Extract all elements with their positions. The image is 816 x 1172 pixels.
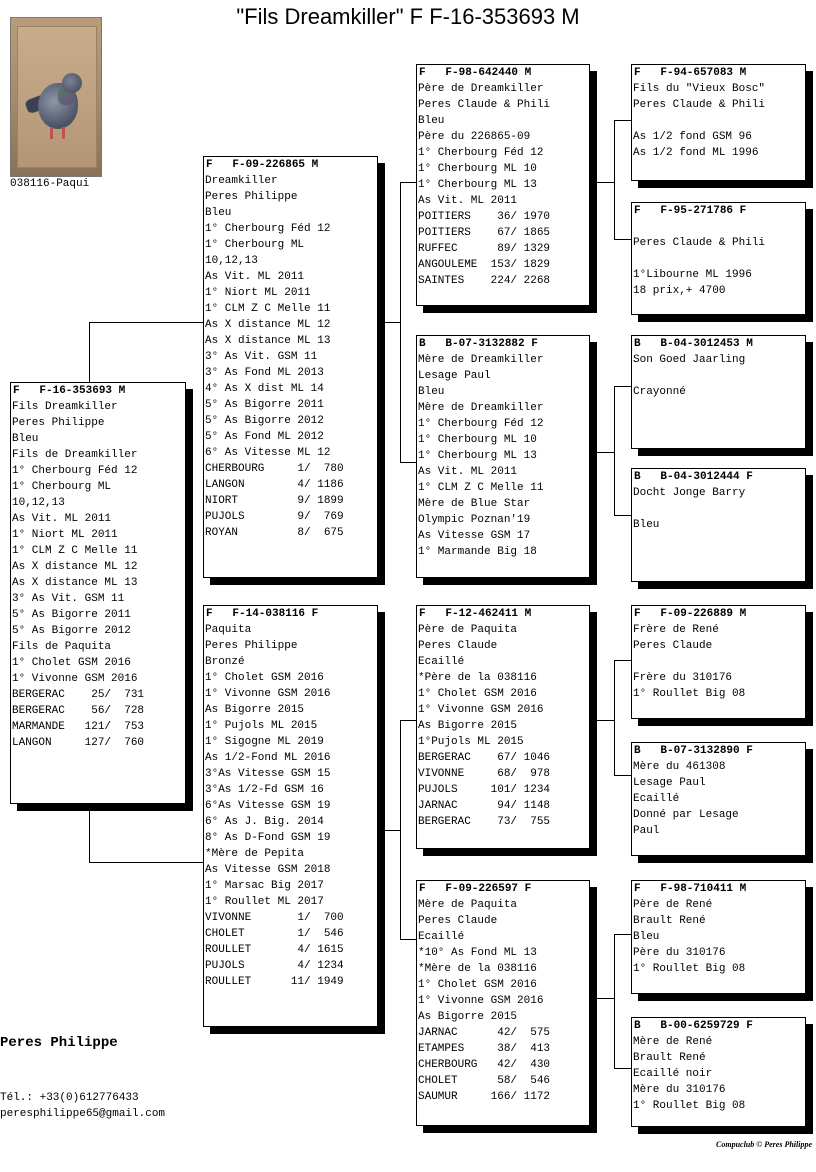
pedigree-card-dam-dam-dam [631,1017,806,1127]
connector-line [89,322,205,323]
card-line: 1° CLM Z C Melle 11 [205,303,331,315]
card-line: *Mère de la 038116 [418,963,537,975]
card-line: As Vitesse GSM 17 [418,530,531,542]
card-line: Peres Philippe [12,417,105,429]
page-title: "Fils Dreamkiller" F F-16-353693 M [236,4,580,29]
pedigree-card-sire-sire-dam [631,202,806,315]
card-line: 1°Pujols ML 2015 [418,736,524,748]
connector-line [588,452,615,453]
card-header: F F-16-353693 M [13,385,126,397]
card-line: CHOLET 1/ 546 [205,928,344,940]
card-line: ETAMPES 38/ 413 [418,1043,551,1055]
card-line: Fils de Paquita [12,641,112,653]
card-line: Mère de Paquita [418,899,518,911]
connector-line [614,660,615,776]
connector-line [588,998,615,999]
card-line: 1° Cholet GSM 2016 [418,688,537,700]
card-line: CHOLET 58/ 546 [418,1075,551,1087]
card-line: PUJOLS 4/ 1234 [205,960,344,972]
card-line: As X distance ML 12 [12,561,138,573]
connector-line [588,720,615,721]
card-header: B B-07-3132890 F [634,745,753,757]
card-line: As Bigorre 2015 [418,720,518,732]
card-line [632,113,805,129]
card-line: VIVONNE 1/ 700 [205,912,344,924]
card-line [632,654,805,670]
pigeon-photo [10,17,102,177]
card-line: 1° Vivonne GSM 2016 [418,995,544,1007]
card-line: 5° As Bigorre 2011 [12,609,131,621]
card-line: Ecaillé [633,793,680,805]
connector-line [89,809,90,863]
card-line: 1° CLM Z C Melle 11 [418,482,544,494]
card-line: Bronzé [205,656,245,668]
card-line: POITIERS 36/ 1970 [418,211,551,223]
card-line: 5° As Fond ML 2012 [205,431,324,443]
card-line: Fils de Dreamkiller [12,449,138,461]
card-line: 1° Cherbourg Féd 12 [418,147,544,159]
card-line: 3°As 1/2-Fd GSM 16 [205,784,324,796]
card-line: POITIERS 67/ 1865 [418,227,551,239]
card-line: Fils Dreamkiller [12,401,118,413]
card-line: As Vit. ML 2011 [205,271,305,283]
card-header: F F-14-038116 F [206,608,319,620]
card-line: 10,12,13 [205,255,258,267]
card-line: Père de Paquita [418,624,518,636]
card-line: 5° As Bigorre 2012 [12,625,131,637]
card-line: As Vit. ML 2011 [12,513,112,525]
card-line: 6° As J. Big. 2014 [205,816,324,828]
card-line: Peres Claude & Phili [633,99,766,111]
card-line: CHERBOURG 1/ 780 [205,463,344,475]
pedigree-card-dam [203,605,378,1027]
pedigree-card-dam-sire [416,605,590,849]
card-line: Mère du 461308 [633,761,726,773]
card-line: 5° As Bigorre 2011 [205,399,324,411]
card-header: B B-04-3012444 F [634,471,753,483]
pedigree-card-sire-dam-sire [631,335,806,449]
pedigree-card-dam-dam-sire [631,880,806,994]
card-line: 1° Roullet Big 08 [633,963,746,975]
card-line: 1° Sigogne ML 2019 [205,736,324,748]
card-line: 1°Libourne ML 1996 [633,269,752,281]
card-line: As Vitesse GSM 2018 [205,864,331,876]
card-line: PUJOLS 9/ 769 [205,511,344,523]
card-line: Ecaillé [418,656,465,668]
connector-line [614,934,632,935]
card-line: ANGOULEME 153/ 1829 [418,259,551,271]
card-line: 1° Roullet ML 2017 [205,896,324,908]
card-line: 1° Marmande Big 18 [418,546,537,558]
card-line: 10,12,13 [12,497,65,509]
card-line: BERGERAC 67/ 1046 [418,752,551,764]
card-line: 3°As Vitesse GSM 15 [205,768,331,780]
card-line: 1° Cholet GSM 2016 [205,672,324,684]
card-line: 1° Vivonne GSM 2016 [418,704,544,716]
card-header: F F-98-710411 M [634,883,747,895]
card-line: SAUMUR 166/ 1172 [418,1091,551,1103]
connector-line [376,322,401,323]
pedigree-card-sire [203,156,378,578]
card-header: F F-94-657083 M [634,67,747,79]
connector-line [376,830,401,831]
card-line: JARNAC 94/ 1148 [418,800,551,812]
connector-line [614,120,615,240]
connector-line [400,720,417,721]
card-line: 1° Cherbourg ML [205,239,305,251]
card-line: PUJOLS 101/ 1234 [418,784,551,796]
connector-line [400,720,401,940]
card-line: Dreamkiller [205,175,278,187]
card-line: CHERBOURG 42/ 430 [418,1059,551,1071]
card-line: Peres Claude [418,640,498,652]
card-line: 1° CLM Z C Melle 11 [12,545,138,557]
card-line: Mère de René [633,1036,713,1048]
card-line: BERGERAC 56/ 728 [12,705,145,717]
card-line: Bleu [12,433,39,445]
card-line: Docht Jonge Barry [633,487,746,499]
card-line: Bleu [633,519,660,531]
connector-line [400,939,417,940]
owner-email[interactable]: peresphilippe65@gmail.com [0,1108,166,1120]
card-line: 1° Cholet GSM 2016 [418,979,537,991]
card-line: 1° Cherbourg ML 10 [418,434,537,446]
card-line: Bleu [205,207,232,219]
card-line: VIVONNE 68/ 978 [418,768,551,780]
card-line: Paquita [205,624,252,636]
footer-credit: Compuclub © Peres Philippe [716,1140,812,1149]
connector-line [588,182,615,183]
connector-line [614,775,632,776]
card-line: Peres Claude [633,640,713,652]
card-line: As Vit. ML 2011 [418,466,518,478]
card-line: 1° Vivonne GSM 2016 [205,688,331,700]
card-header: B B-00-6259729 F [634,1020,753,1032]
card-line: 18 prix,+ 4700 [633,285,726,297]
card-line: As Vit. ML 2011 [418,195,518,207]
card-line: ROULLET 11/ 1949 [205,976,344,988]
card-line: 1° Cherbourg ML 13 [418,179,537,191]
card-line [632,368,805,384]
connector-line [400,462,417,463]
card-line: BERGERAC 25/ 731 [12,689,145,701]
card-line: Son Goed Jaarling [633,354,746,366]
card-line: As X distance ML 13 [12,577,138,589]
card-line: Donné par Lesage [633,809,739,821]
card-line: Mère de Blue Star [418,498,531,510]
connector-line [614,1068,632,1069]
card-line: *Père de la 038116 [418,672,537,684]
card-header: F F-09-226597 F [419,883,532,895]
card-line: Olympic Poznan'19 [418,514,531,526]
card-line: 1° Marsac Big 2017 [205,880,324,892]
card-line: Brault René [633,1052,706,1064]
card-line: 6°As Vitesse GSM 19 [205,800,331,812]
card-line: 1° Cholet GSM 2016 [12,657,131,669]
connector-line [400,182,417,183]
connector-line [614,934,615,1069]
pedigree-card-subject [10,382,186,804]
card-line: As X distance ML 13 [205,335,331,347]
card-line: As 1/2 fond ML 1996 [633,147,759,159]
connector-line [614,386,615,516]
card-line: Frère de René [633,624,719,636]
card-line [632,219,805,235]
card-line: Père du 226865-09 [418,131,531,143]
card-line: As Bigorre 2015 [205,704,305,716]
connector-line [89,322,90,384]
card-header: F F-12-462411 M [419,608,532,620]
card-line: Crayonné [633,386,686,398]
photo-caption: 038116-Paqui [10,178,90,190]
card-line: 8° As D-Fond GSM 19 [205,832,331,844]
card-line: MARMANDE 121/ 753 [12,721,145,733]
card-line: 1° Roullet Big 08 [633,688,746,700]
card-line: 1° Cherbourg ML [12,481,112,493]
card-line: Bleu [418,115,445,127]
card-line: LANGON 127/ 760 [12,737,145,749]
card-line: 5° As Bigorre 2012 [205,415,324,427]
card-line: Mère du 310176 [633,1084,726,1096]
card-header: F F-09-226865 M [206,159,319,171]
card-line: 1° Cherbourg Féd 12 [205,223,331,235]
card-line: Frère du 310176 [633,672,733,684]
card-header: F F-98-642440 M [419,67,532,79]
card-header: B B-04-3012453 M [634,338,753,350]
card-line: Lesage Paul [418,370,491,382]
card-line: As 1/2 fond GSM 96 [633,131,752,143]
card-line: Paul [633,825,660,837]
pedigree-card-sire-sire-sire [631,64,806,181]
card-line: Père du 310176 [633,947,726,959]
card-line: Peres Claude & Phili [633,237,766,249]
card-line [632,251,805,267]
connector-line [614,386,632,387]
card-line: RUFFEC 89/ 1329 [418,243,551,255]
pedigree-card-sire-sire [416,64,590,306]
card-line: Peres Claude & Phili [418,99,551,111]
card-line: As X distance ML 12 [205,319,331,331]
card-line: 1° Cherbourg ML 13 [418,450,537,462]
card-line: JARNAC 42/ 575 [418,1027,551,1039]
card-line: Père de Dreamkiller [418,83,544,95]
card-line: 1° Roullet Big 08 [633,1100,746,1112]
card-line: BERGERAC 73/ 755 [418,816,551,828]
card-line: LANGON 4/ 1186 [205,479,344,491]
card-header: F F-95-271786 F [634,205,747,217]
card-line: SAINTES 224/ 2268 [418,275,551,287]
card-header: B B-07-3132882 F [419,338,538,350]
card-line: Bleu [418,386,445,398]
card-line: 1° Cherbourg Féd 12 [418,418,544,430]
card-line: *Mère de Pepita [205,848,305,860]
card-line: Peres Philippe [205,640,298,652]
card-line: 3° As Vit. GSM 11 [205,351,318,363]
card-line: As Bigorre 2015 [418,1011,518,1023]
card-line: Mère de Dreamkiller [418,402,544,414]
card-line: 1° Niort ML 2011 [205,287,311,299]
card-line: 3° As Fond ML 2013 [205,367,324,379]
connector-line [614,515,632,516]
card-line: Père de René [633,899,713,911]
pedigree-card-sire-dam-dam [631,468,806,582]
owner-name: Peres Philippe [0,1035,118,1051]
card-line: 1° Niort ML 2011 [12,529,118,541]
card-header: F F-09-226889 M [634,608,747,620]
connector-line [614,660,632,661]
pedigree-card-dam-dam [416,880,590,1126]
card-line: Fils du "Vieux Bosc" [633,83,766,95]
card-line: *10° As Fond ML 13 [418,947,537,959]
connector-line [614,239,632,240]
card-line: 3° As Vit. GSM 11 [12,593,125,605]
card-line: 6° As Vitesse ML 12 [205,447,331,459]
card-line: Ecaillé noir [633,1068,713,1080]
card-line: Peres Claude [418,915,498,927]
card-line: Lesage Paul [633,777,706,789]
card-line: 1° Vivonne GSM 2016 [12,673,138,685]
card-line: Mère de Dreamkiller [418,354,544,366]
pedigree-card-dam-sire-dam [631,742,806,856]
card-line [632,501,805,517]
owner-phone: Tél.: +33(0)612776433 [0,1092,139,1104]
card-line: 4° As X dist ML 14 [205,383,324,395]
connector-line [614,120,632,121]
connector-line [400,182,401,463]
card-line: As 1/2-Fond ML 2016 [205,752,331,764]
pedigree-card-sire-dam [416,335,590,578]
card-line: NIORT 9/ 1899 [205,495,344,507]
pedigree-card-dam-sire-sire [631,605,806,719]
card-line: 1° Pujols ML 2015 [205,720,318,732]
card-line: 1° Cherbourg Féd 12 [12,465,138,477]
card-line: ROYAN 8/ 675 [205,527,344,539]
connector-line [89,862,205,863]
card-line: Ecaillé [418,931,465,943]
card-line: Bleu [633,931,660,943]
card-line: ROULLET 4/ 1615 [205,944,344,956]
card-line: 1° Cherbourg ML 10 [418,163,537,175]
card-line: Brault René [633,915,706,927]
card-line: Peres Philippe [205,191,298,203]
